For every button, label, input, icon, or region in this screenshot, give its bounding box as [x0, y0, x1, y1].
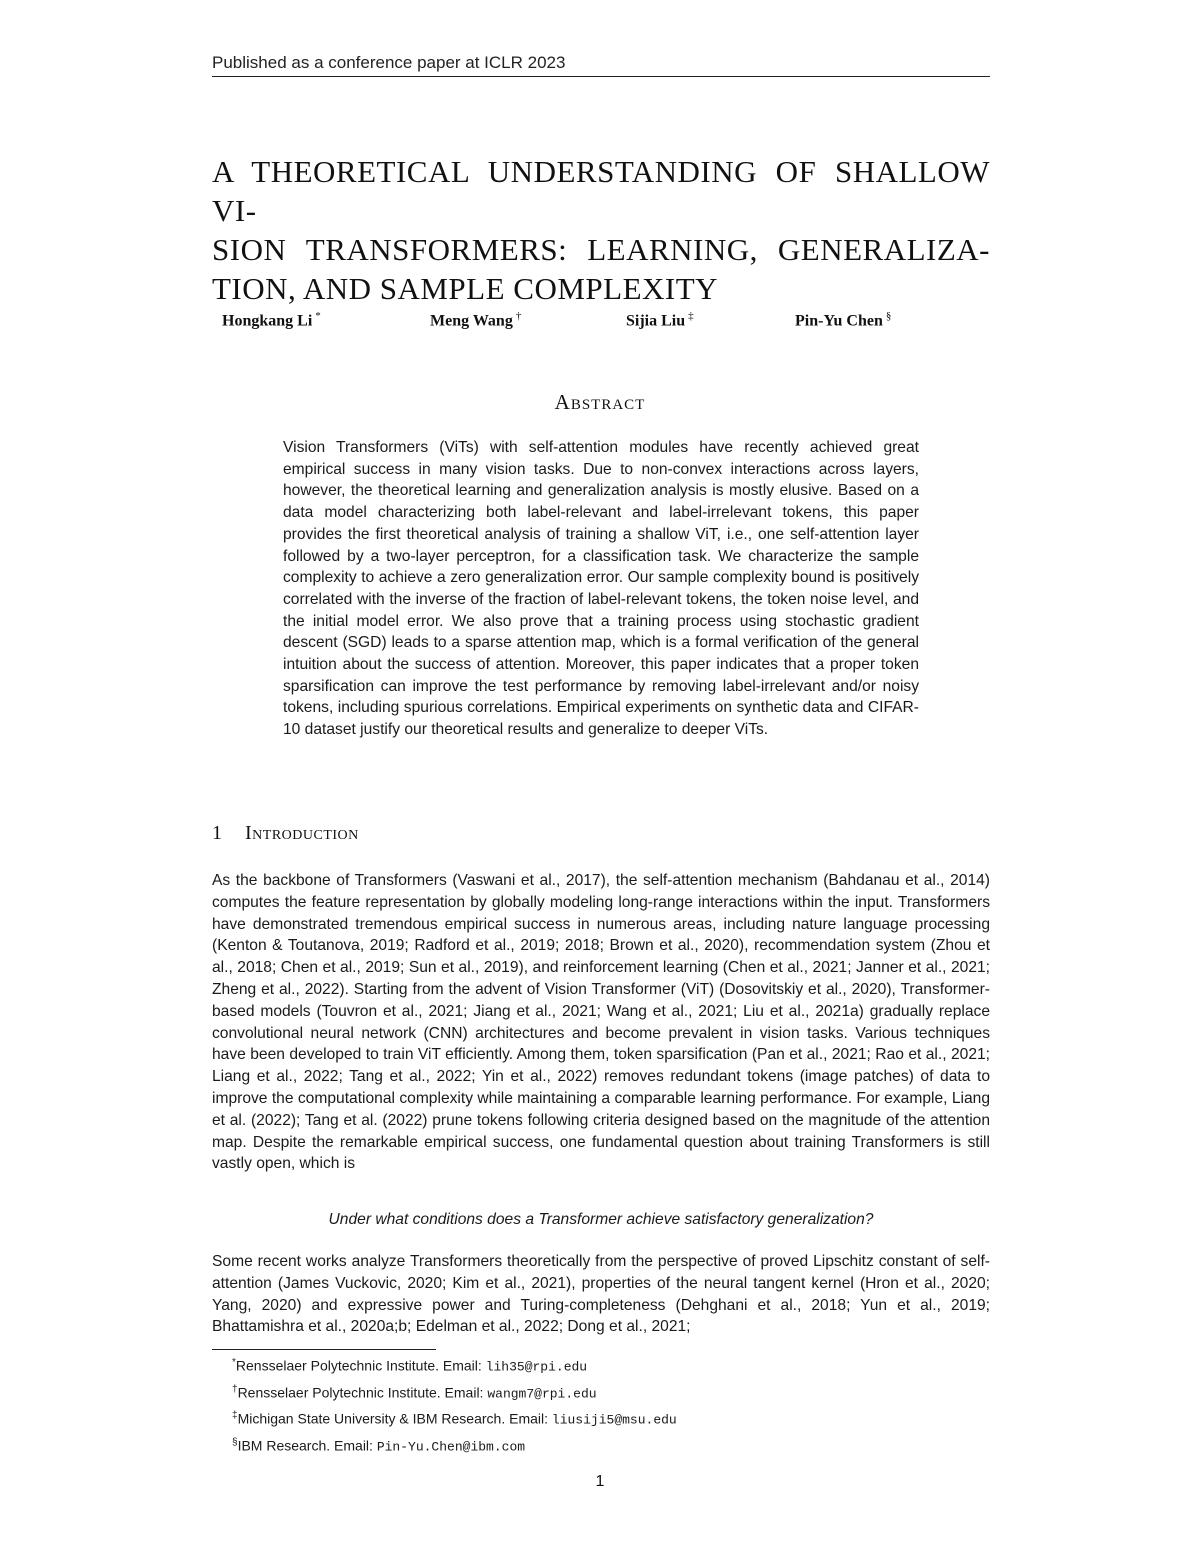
section-heading	[212, 822, 990, 845]
author-4	[795, 310, 891, 330]
author-mark: §	[885, 310, 892, 322]
research-question: Under what conditions does a Transformer achieve satisfactory generalization?	[328, 1211, 874, 1228]
section-title: Introduction	[245, 822, 359, 844]
footnote-email[interactable]: wangm7@rpi.edu	[487, 1386, 597, 1402]
running-header: Published as a conference paper at ICLR 2023	[212, 52, 990, 77]
author-3	[626, 310, 694, 330]
author-2	[430, 310, 521, 330]
title-line-3: TION, AND SAMPLE COMPLEXITY	[212, 271, 719, 306]
title-line-1: A THEORETICAL UNDERSTANDING OF SHALLOW VI-	[212, 154, 990, 228]
footnote-email[interactable]: liusiji5@msu.edu	[551, 1412, 677, 1428]
footnote-2	[232, 1379, 992, 1406]
author-mark: *	[315, 310, 321, 322]
paper-title	[212, 152, 990, 308]
footnote-mark: §	[232, 1436, 238, 1448]
footnote-email[interactable]: Pin-Yu.Chen@ibm.com	[376, 1439, 526, 1455]
footnote-mark: ‡	[232, 1410, 238, 1422]
footnote-mark: *	[232, 1357, 236, 1368]
footnote-text: Michigan State University & IBM Research. Email:	[237, 1410, 552, 1427]
footnote-email[interactable]: lih35@rpi.edu	[485, 1359, 588, 1375]
footnote-text: Rensselaer Polytechnic Institute. Email:	[235, 1357, 486, 1374]
intro-paragraph-1: As the backbone of Transformers (Vaswani et al., 2017), the self-attention mechanism (Bahdanau et al., 2014) computes the feature representation by globally modeling long-range interactions within the input. Transformers have demonstrated tremendous empirical success in numerous areas, including nature language processing (Kenton & Toutanova, 2019; Radford et al., 2019; 2018; Brown et al., 2020), recommendation system (Zhou et al., 2018; Chen et al., 2019; Sun et al., 2019), and reinforcement learning (Chen et al., 2021; Janner et al., 2021; Zheng et al., 2022). Starting from the advent of Vision Transformer (ViT) (Dosovitskiy et al., 2020), Transformer-based models (Touvron et al., 2021; Jiang et al., 2021; Wang et al., 2021; Liu et al., 2021a) gradually replace convolutional neural network (CNN) architectures and become prevalent in vision tasks. Various techniques have been developed to train ViT efficiently. Among them, token sparsification (Pan et al., 2021; Rao et al., 2021; Liang et al., 2022; Tang et al., 2022; Yin et al., 2022) removes redundant tokens (image patches) of data to improve the computational complexity while maintaining a comparable learning performance. For example, Liang et al. (2022); Tang et al. (2022) prune tokens following criteria designed based on the magnitude of the attention map. Despite the remarkable empirical success, one fundamental question about training Transformers is still vastly open, which is	[212, 872, 990, 1173]
abstract-text: Vision Transformers (ViTs) with self-attention modules have recently achieved great empirical success in many vision tasks. Due to non-convex interactions across layers, however, the theoretical learning and generalization analysis is mostly elusive. Based on a data model characterizing both label-relevant and label-irrelevant tokens, this paper provides the first theoretical analysis of training a shallow ViT, i.e., one self-attention layer followed by a two-layer perceptron, for a classification task. We characterize the sample complexity to achieve a zero generalization error. Our sample complexity bound is positively correlated with the inverse of the fraction of label-relevant tokens, the token noise level, and the initial model error. We also prove that a training process using stochastic gradient descent (SGD) leads to a sparse attention map, which is a formal verification of the general intuition about the success of attention. Moreover, this paper indicates that a proper token sparsification can improve the test performance by removing label-irrelevant and/or noisy tokens, including spurious correlations. Empirical experiments on synthetic data and CIFAR-10 dataset justify our theoretical results and generalize to deeper ViTs.	[283, 439, 919, 739]
page-number: 1	[595, 1473, 605, 1490]
author-name: Sijia Liu	[626, 312, 686, 330]
abstract-heading: Abstract	[554, 390, 646, 414]
footnotes	[232, 1352, 992, 1459]
title-line-2: SION TRANSFORMERS: LEARNING, GENERALIZA-	[212, 232, 990, 267]
section-number: 1	[212, 822, 222, 844]
footnote-text: IBM Research. Email:	[237, 1437, 377, 1454]
footnote-mark: †	[232, 1383, 238, 1395]
author-mark: ‡	[688, 310, 694, 322]
footnote-3	[232, 1405, 992, 1432]
intro-paragraph-2: Some recent works analyze Transformers theoretically from the perspective of proved Lipschitz constant of self-attention (James Vuckovic, 2020; Kim et al., 2021), properties of the neural tangent kernel (Hron et al., 2020; Yang, 2020) and expressive power and Turing-completeness (Dehghani et al., 2018; Yun et al., 2019; Bhattamishra et al., 2020a;b; Edelman et al., 2022; Dong et al., 2021;	[212, 1253, 990, 1336]
footnote-4	[232, 1432, 992, 1459]
author-name: Hongkang Li	[222, 312, 313, 330]
author-1	[222, 310, 321, 330]
author-name: Pin-Yu Chen	[795, 312, 883, 330]
footnote-rule	[212, 1349, 436, 1350]
author-name: Meng Wang	[430, 312, 513, 330]
footnote-text: Rensselaer Polytechnic Institute. Email:	[237, 1384, 488, 1401]
footnote-1	[232, 1352, 992, 1379]
author-mark: †	[515, 310, 522, 322]
author-list	[0, 310, 1200, 338]
